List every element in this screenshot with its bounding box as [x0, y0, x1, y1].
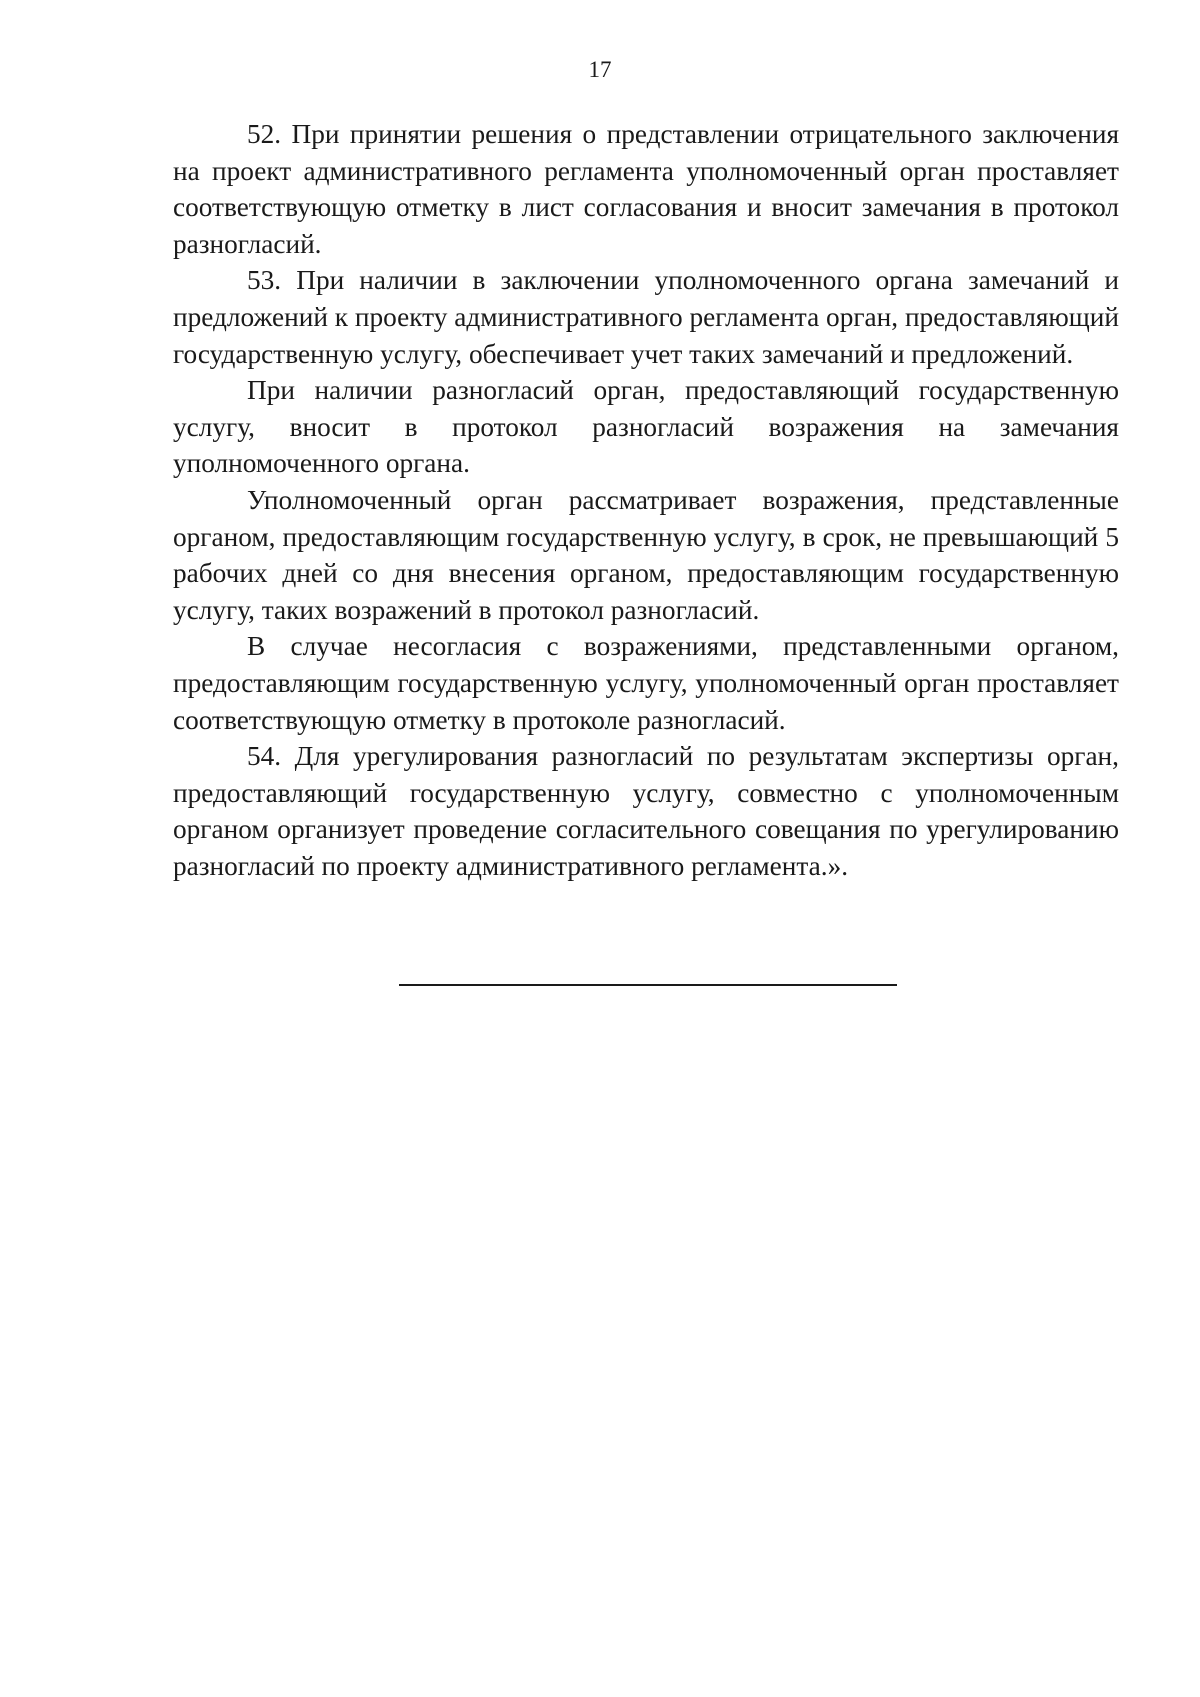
paragraph-53: 53. При наличии в заключении уполномоченного органа замечаний и предложений к проекту административного регламента орган, предоставляющий государственную услугу, обеспечивает учет таких замечаний и предложений.: [173, 265, 1119, 369]
end-of-document-rule: [399, 984, 897, 986]
paragraph-54: 54. Для урегулирования разногласий по результатам экспертизы орган, предоставляющий государственную услугу, совместно с уполномоченным органом организует проведение согласительного совещания по урегулированию разногласий по проекту административного регламента.».: [173, 741, 1119, 881]
paragraph-review-objections: Уполномоченный орган рассматривает возражения, представленные органом, предоставляющим государственную услугу, в срок, не превышающий 5 рабочих дней со дня внесения органом, предоставляющим государственную услугу, таких возражений в протокол разногласий.: [173, 484, 1119, 625]
document-body: [173, 116, 1119, 884]
page-number: 17: [588, 57, 612, 82]
paragraph-disagreement-mark: В случае несогласия с возражениями, представленными органом, предоставляющим государственную услугу, уполномоченный орган проставляет соответствующую отметку в протоколе разногласий.: [173, 631, 1119, 735]
paragraph-52: 52. При принятии решения о представлении отрицательного заключения на проект административного регламента уполномоченный орган проставляет соответствующую отметку в лист согласования и вносит замечания в протокол разногласий.: [173, 119, 1119, 259]
paragraph-disagreements: При наличии разногласий орган, предоставляющий государственную услугу, вносит в протокол разногласий возражения на замечания уполномоченного органа.: [173, 375, 1119, 479]
